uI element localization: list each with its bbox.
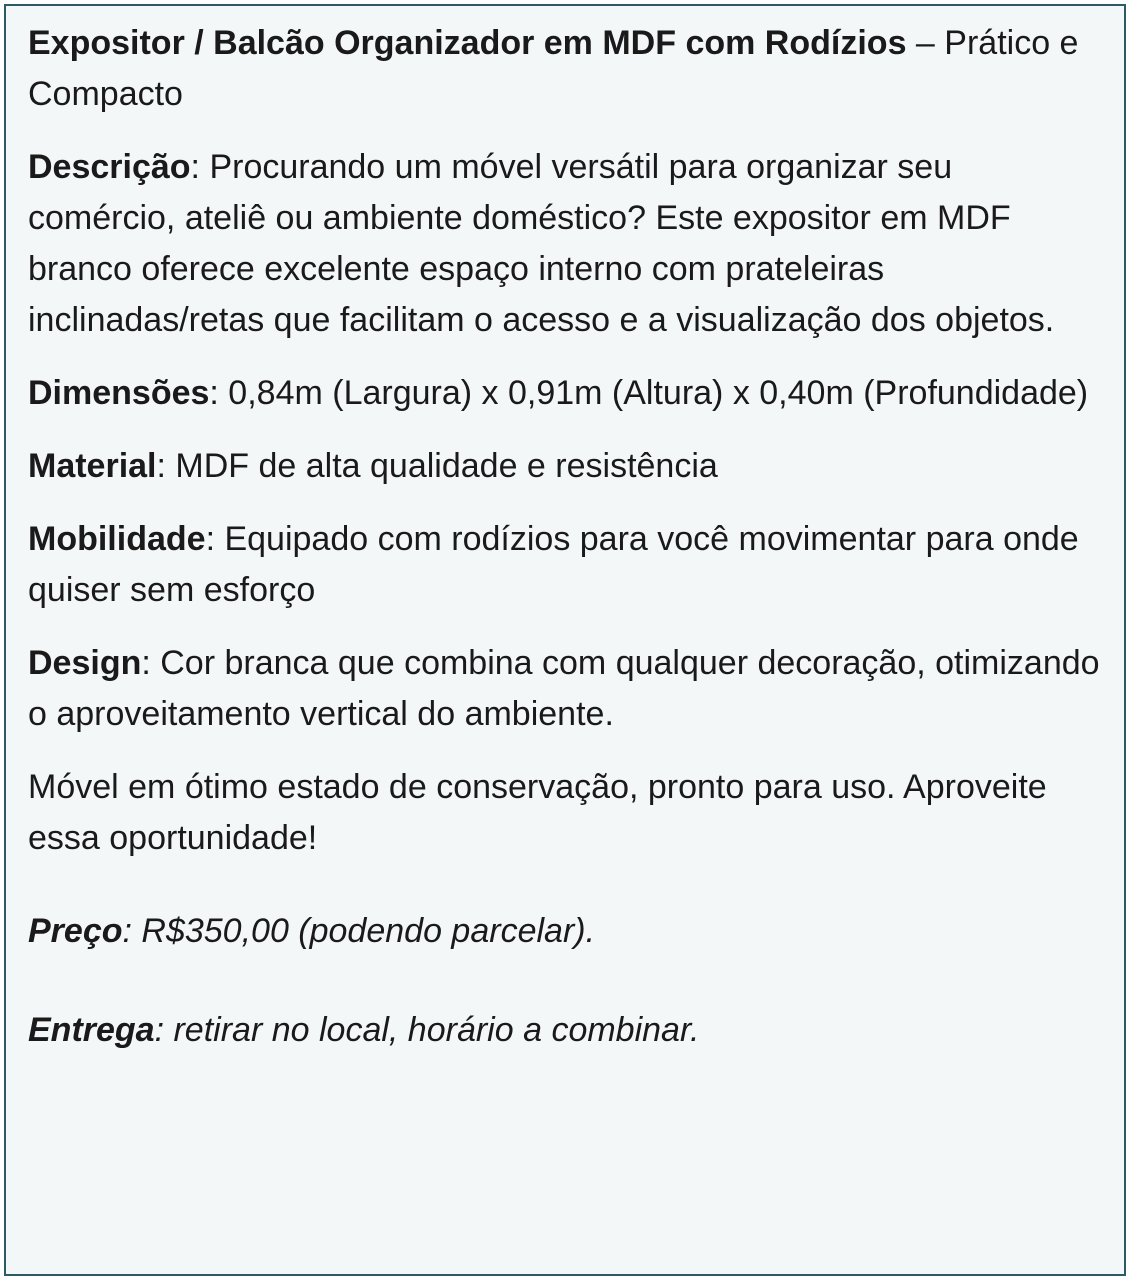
condition-section (28, 762, 1102, 864)
material-text: : MDF de alta qualidade e resistência (156, 447, 718, 485)
dimensions-label: Dimensões (28, 374, 210, 412)
title-bold: Expositor / Balcão Organizador em MDF com Rodízios (28, 24, 907, 62)
condition-text: Móvel em ótimo estado de conservação, pronto para uso. Aproveite essa oportunidade! (28, 768, 1047, 857)
price-text: : R$350,00 (podendo parcelar). (122, 912, 596, 950)
price-section (28, 906, 1102, 957)
design-label: Design (28, 644, 142, 682)
description-label: Descrição (28, 148, 191, 186)
design-text: : Cor branca que combina com qualquer decoração, otimizando o aproveitamento vertical do ambiente. (28, 644, 1100, 733)
title-rest: – Prático e Compacto (28, 24, 1079, 113)
description-section (28, 142, 1102, 346)
dimensions-text: : 0,84m (Largura) x 0,91m (Altura) x 0,40m (Profundidade) (209, 374, 1089, 412)
design-section (28, 638, 1102, 740)
dimensions-section (28, 368, 1102, 419)
delivery-section (28, 1005, 1102, 1056)
listing-title (28, 18, 1102, 120)
material-section (28, 441, 1102, 492)
material-label: Material (28, 447, 157, 485)
description-text: : Procurando um móvel versátil para organizar seu comércio, ateliê ou ambiente doméstico? Este expositor em MDF branco oferece excelente espaço interno com prateleiras inclinadas/retas que facilitam o acesso e a visualização dos objetos. (28, 148, 1055, 339)
mobility-label: Mobilidade (28, 520, 206, 558)
mobility-section (28, 514, 1102, 616)
delivery-label: Entrega (28, 1011, 155, 1049)
mobility-text: : Equipado com rodízios para você movimentar para onde quiser sem esforço (28, 520, 1079, 609)
price-label: Preço (28, 912, 123, 950)
delivery-text: : retirar no local, horário a combinar. (154, 1011, 700, 1049)
listing-card (4, 4, 1126, 1276)
